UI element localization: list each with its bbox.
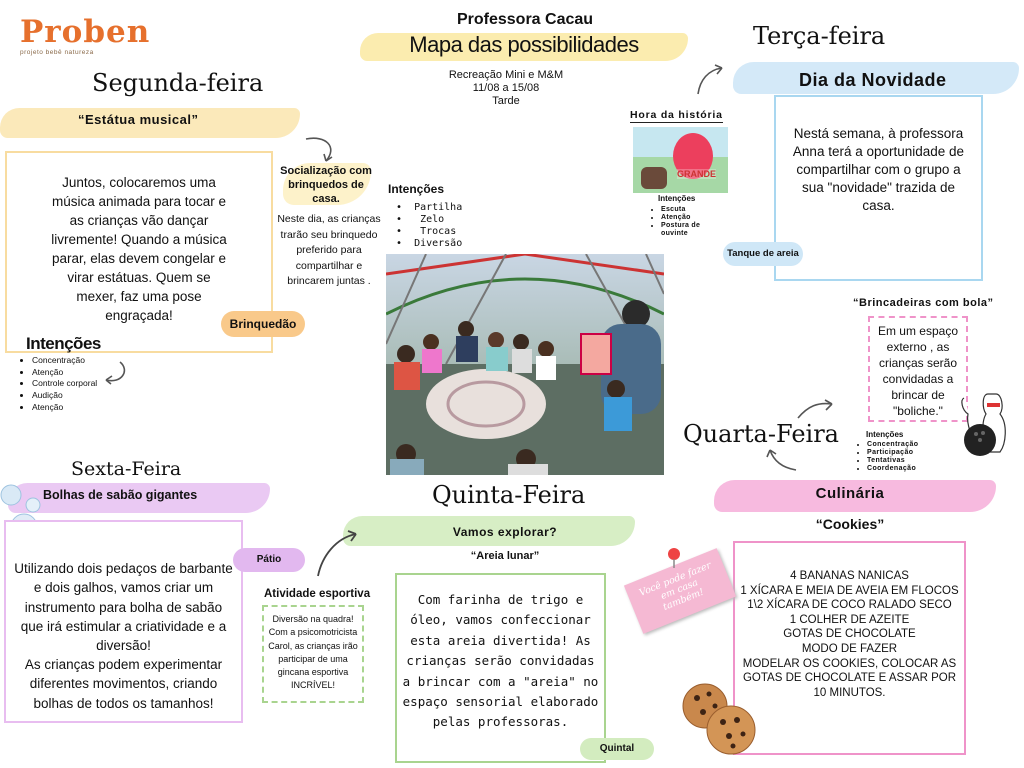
quarta-activity: “Brincadeiras com bola” xyxy=(853,297,994,309)
logo-tagline: projeto bebê natureza xyxy=(20,49,94,56)
segunda-place-badge: Brinquedão xyxy=(221,311,305,337)
recipe-line: 1\2 XÍCARA DE COCO RALADO SECO xyxy=(747,599,952,612)
story-title: Hora da história xyxy=(630,109,723,121)
recipe-line: 1 XÍCARA E MEIA DE AVEIA EM FLOCOS xyxy=(740,584,959,597)
book-cover-title: GRANDE xyxy=(677,169,717,179)
shift: Tarde xyxy=(492,95,520,107)
group-info xyxy=(420,69,592,108)
list-item: Trocas xyxy=(420,226,457,237)
curved-arrow-icon xyxy=(314,528,362,580)
quinta-box xyxy=(395,573,606,763)
logo-name: Proben xyxy=(20,14,151,50)
list-item: Zelo xyxy=(420,214,445,225)
teacher-name: Professora Cacau xyxy=(456,11,594,28)
culinaria-box xyxy=(733,541,966,755)
quarta-box xyxy=(868,316,968,422)
esportiva-text: Diversão na quadra! Com a psicomotricista Carol, as crianças irão participar de uma gincana esportiva INCRÍVEL! xyxy=(268,614,358,691)
quarta-text: Em um espaço externo , as crianças serão convidadas a brincar de "boliche." xyxy=(877,324,959,418)
recipe-line: MODO DE FAZER xyxy=(801,642,898,655)
list-item: • Coordenação xyxy=(867,465,918,473)
logo xyxy=(20,14,151,60)
curved-arrow-icon xyxy=(300,133,340,165)
segunda-day-title: Segunda-feira xyxy=(92,69,264,97)
sexta-place-badge: Pátio xyxy=(233,548,305,572)
page-title: Mapa das possibilidades xyxy=(409,32,639,57)
story-intentions-list xyxy=(647,206,721,238)
list-item: • Escuta xyxy=(661,206,721,214)
segunda-text: Juntos, colocaremos uma música animada para tocar e as crianças vão dançar livremente! Quando a música parar, elas devem congelar e virar estátuas. Quem se mexer, faz uma pose engraçada! xyxy=(51,175,227,323)
terca-box xyxy=(774,95,983,281)
quarta-intentions-title: Intenções xyxy=(866,430,904,439)
list-item: • Atenção xyxy=(32,402,97,414)
quinta-subtitle: “Areia lunar” xyxy=(470,550,540,562)
recipe-line: 1 COLHER DE AZEITE xyxy=(789,613,910,626)
classroom-photo xyxy=(386,254,664,475)
sexta-day-title: Sexta-Feira xyxy=(71,458,182,480)
esportiva-title: Atividade esportiva xyxy=(264,588,371,600)
quarta-day-title: Quarta-Feira xyxy=(683,420,839,448)
recipe-line: GOTAS DE CHOCOLATE xyxy=(783,628,916,641)
socializacao-text: Neste dia, as crianças trarão seu brinquedo preferido para compartilhar e brincarem juntas . xyxy=(277,213,381,287)
list-item: Partilha xyxy=(414,202,463,213)
quarta-intentions-list xyxy=(853,441,918,473)
date-range: 11/08 a 15/08 xyxy=(472,82,540,94)
cookies-icon xyxy=(681,680,761,758)
quinta-day-title: Quinta-Feira xyxy=(432,481,586,509)
list-item: • Postura de ouvinte xyxy=(661,222,721,238)
bowling-icon xyxy=(958,388,1020,458)
esportiva-box xyxy=(262,605,364,703)
list-item: • Controle corporal xyxy=(32,378,97,390)
list-item: • Audição xyxy=(32,390,97,402)
quinta-text: Com farinha de trigo e óleo, vamos confeccionar esta areia divertida! As crianças serão convidadas a brincar com a "areia" no espaço sensorial elaborado pelas professoras. xyxy=(402,592,599,730)
socializacao-intentions-title: Intenções xyxy=(388,182,445,196)
terca-activity: Dia da Novidade xyxy=(799,70,947,90)
terca-place-badge: Tanque de areia xyxy=(723,242,803,266)
list-item: • Concentração xyxy=(867,441,918,449)
culinaria-title: Culinária xyxy=(815,485,885,502)
segunda-intentions-list xyxy=(18,355,97,414)
socializacao-intentions-list: • Partilha • Zelo • Trocas • Diversão xyxy=(396,202,463,249)
pin-icon xyxy=(666,547,682,569)
story-intentions-title: Intenções xyxy=(658,194,696,203)
terca-day-title: Terça-feira xyxy=(753,22,886,50)
group-name: Recreação Mini e M&M xyxy=(448,69,564,81)
sexta-box xyxy=(4,520,243,723)
curved-arrow-icon xyxy=(98,358,130,386)
list-item: Diversão xyxy=(414,238,463,249)
curved-arrow-icon xyxy=(796,398,836,422)
book-cover-figure xyxy=(641,167,667,189)
recipe-line: 4 BANANAS NANICAS xyxy=(790,570,909,582)
curved-arrow-icon xyxy=(764,446,800,472)
quinta-activity: Vamos explorar? xyxy=(452,525,558,539)
recipe-line: MODELAR OS COOKIES, COLOCAR AS GOTAS DE CHOCOLATE E ASSAR POR 10 MINUTOS. xyxy=(742,657,957,699)
sexta-text: Utilizando dois pedaços de barbante e dois galhos, vamos criar um instrumento para bolha de sabão que irá estimular a criatividade e a diversão! As crianças podem experimentar diferentes movimentos, criando bolhas de todos os tamanhos! xyxy=(14,561,233,711)
list-item: • Atenção xyxy=(32,367,97,379)
list-item: • Participação xyxy=(867,449,918,457)
list-item: • Atenção xyxy=(661,214,721,222)
quinta-place-badge: Quintal xyxy=(580,738,654,760)
culinaria-note: Você pode fazer em casa também! xyxy=(637,559,713,613)
list-item: • Concentração xyxy=(32,355,97,367)
segunda-intentions-title: Intenções xyxy=(26,334,101,353)
list-item: • Tentativas xyxy=(867,457,918,465)
curved-arrow-icon xyxy=(694,64,728,96)
culinaria-recipe-name: “Cookies” xyxy=(815,516,885,532)
socializacao-title: Socialização com brinquedos de casa. xyxy=(280,165,372,205)
sexta-activity: Bolhas de sabão gigantes xyxy=(43,488,198,502)
terca-text: Nestá semana, à professora Anna terá a oportunidade de compartilhar com o grupo a sua "novidade" trazida de casa. xyxy=(792,126,965,213)
segunda-activity: “Estátua musical” xyxy=(78,112,199,127)
story-book-cover xyxy=(633,127,728,193)
